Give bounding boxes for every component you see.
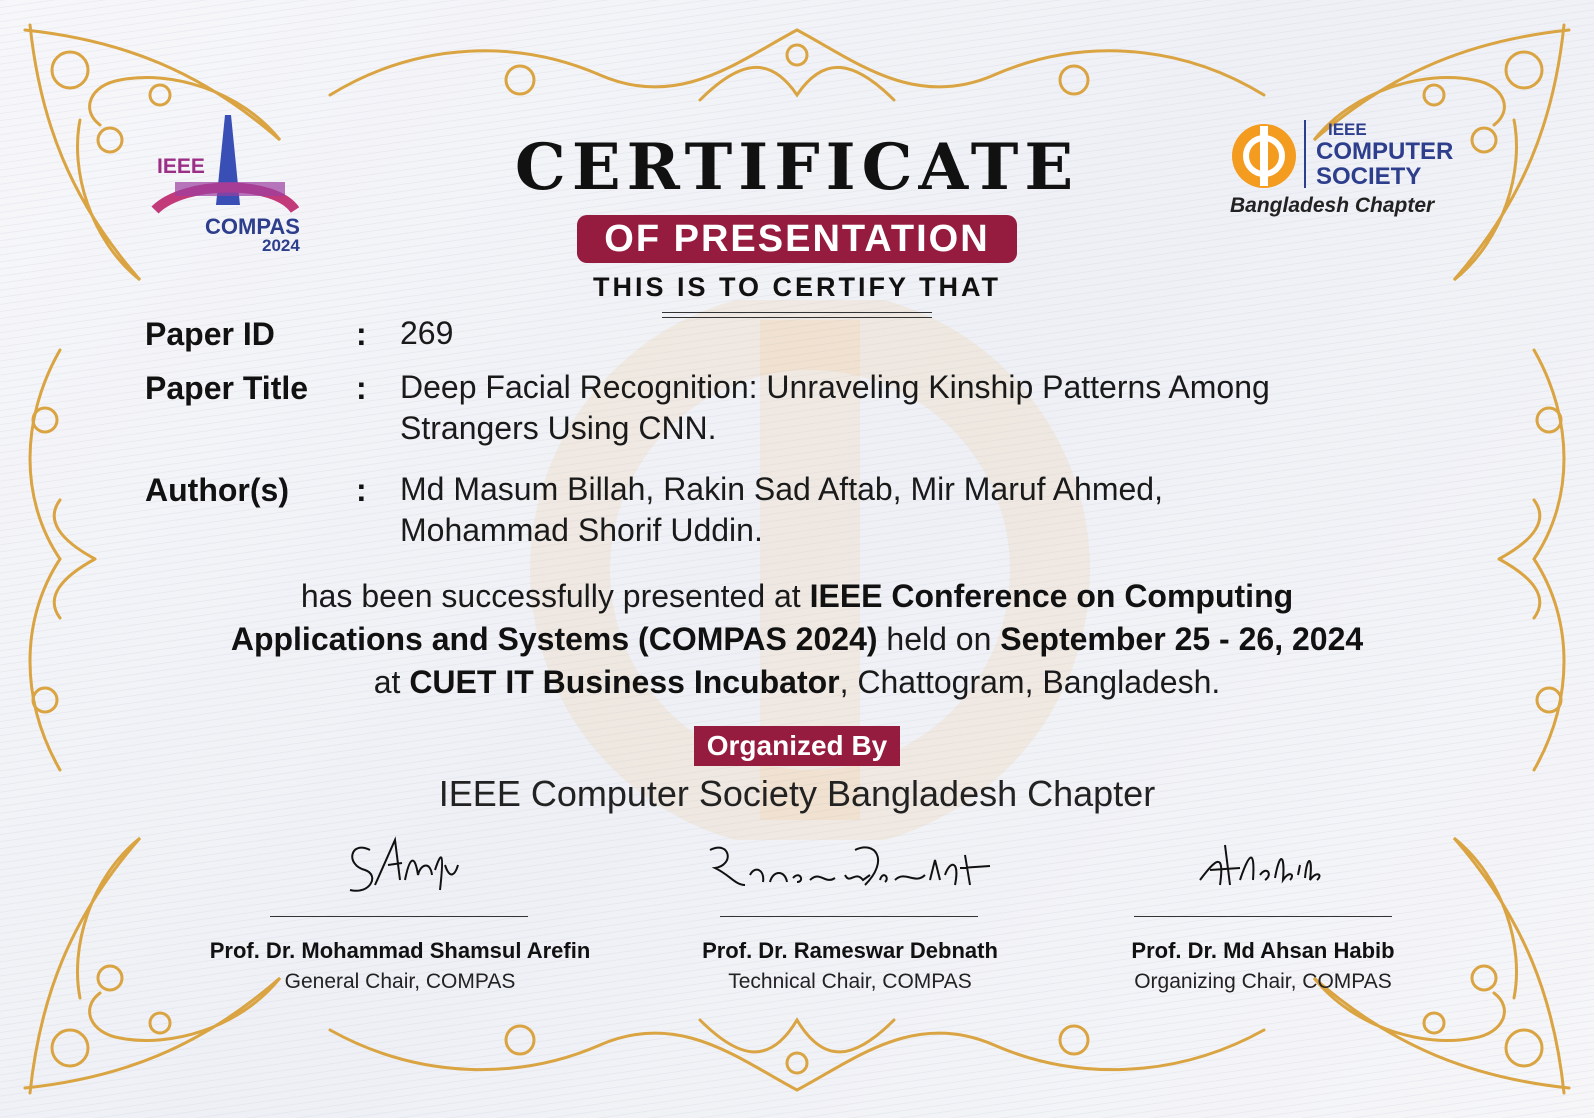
venue-name: CUET IT Business Incubator xyxy=(409,664,840,700)
signatory-role-3: Organizing Chair, COMPAS xyxy=(1134,970,1392,993)
colon: : xyxy=(356,472,367,508)
signatory-role-1: General Chair, COMPAS xyxy=(284,970,516,993)
paper-title-line1: Deep Facial Recognition: Unraveling Kinship Patterns Among xyxy=(400,369,1270,405)
signatory-name-2: Prof. Dr. Rameswar Debnath xyxy=(702,938,998,963)
ieee-cs-line3: SOCIETY xyxy=(1316,163,1422,190)
colon: : xyxy=(356,316,367,352)
certificate-title: CERTIFICATE xyxy=(514,130,1080,205)
compas-logo-ieee: IEEE xyxy=(157,155,205,178)
signature-line xyxy=(1134,916,1392,917)
compas-logo-name: COMPAS xyxy=(205,214,300,239)
authors-line1: Md Masum Billah, Rakin Sad Aftab, Mir Maruf Ahmed, xyxy=(400,471,1163,507)
signature-debnath xyxy=(705,840,995,900)
statement-text: held on xyxy=(877,621,1001,657)
statement-text: at xyxy=(373,664,410,700)
authors-label: Author(s) xyxy=(145,472,289,508)
signature-habib xyxy=(1195,840,1325,895)
statement-text: , Chattogram, Bangladesh. xyxy=(839,664,1221,700)
organized-by-label: Organized By xyxy=(694,726,900,766)
certify-line: THIS IS TO CERTIFY THAT xyxy=(592,272,1002,302)
paper-title-label: Paper Title xyxy=(145,370,309,406)
ieee-cs-line1: IEEE xyxy=(1328,120,1367,139)
paper-id-value: 269 xyxy=(400,315,454,351)
conference-name-part1: IEEE Conference on Computing xyxy=(809,578,1294,614)
statement-text: has been successfully presented at xyxy=(300,578,810,614)
signatory-name-1: Prof. Dr. Mohammad Shamsul Arefin xyxy=(209,938,591,963)
compas-logo-year: 2024 xyxy=(262,236,300,255)
authors-line2: Mohammad Shorif Uddin. xyxy=(400,512,763,548)
signature-line xyxy=(270,916,528,917)
presentation-statement xyxy=(150,575,1444,704)
signatory-name-3: Prof. Dr. Md Ahsan Habib xyxy=(1131,938,1395,963)
signature-arefin xyxy=(340,835,460,900)
ieee-cs-line4: Bangladesh Chapter xyxy=(1230,194,1435,217)
conference-name-part2: Applications and Systems (COMPAS 2024) xyxy=(230,621,878,657)
signatory-role-2: Technical Chair, COMPAS xyxy=(728,970,972,993)
certificate-subtitle: OF PRESENTATION xyxy=(577,215,1017,263)
ieee-cs-line2: COMPUTER xyxy=(1316,138,1454,165)
paper-id-label: Paper ID xyxy=(145,316,275,352)
signature-line xyxy=(720,916,978,917)
colon: : xyxy=(356,370,367,406)
paper-title-line2: Strangers Using CNN. xyxy=(400,410,717,446)
conference-dates: September 25 - 26, 2024 xyxy=(1000,621,1364,657)
organizer-name: IEEE Computer Society Bangladesh Chapter xyxy=(438,773,1156,814)
